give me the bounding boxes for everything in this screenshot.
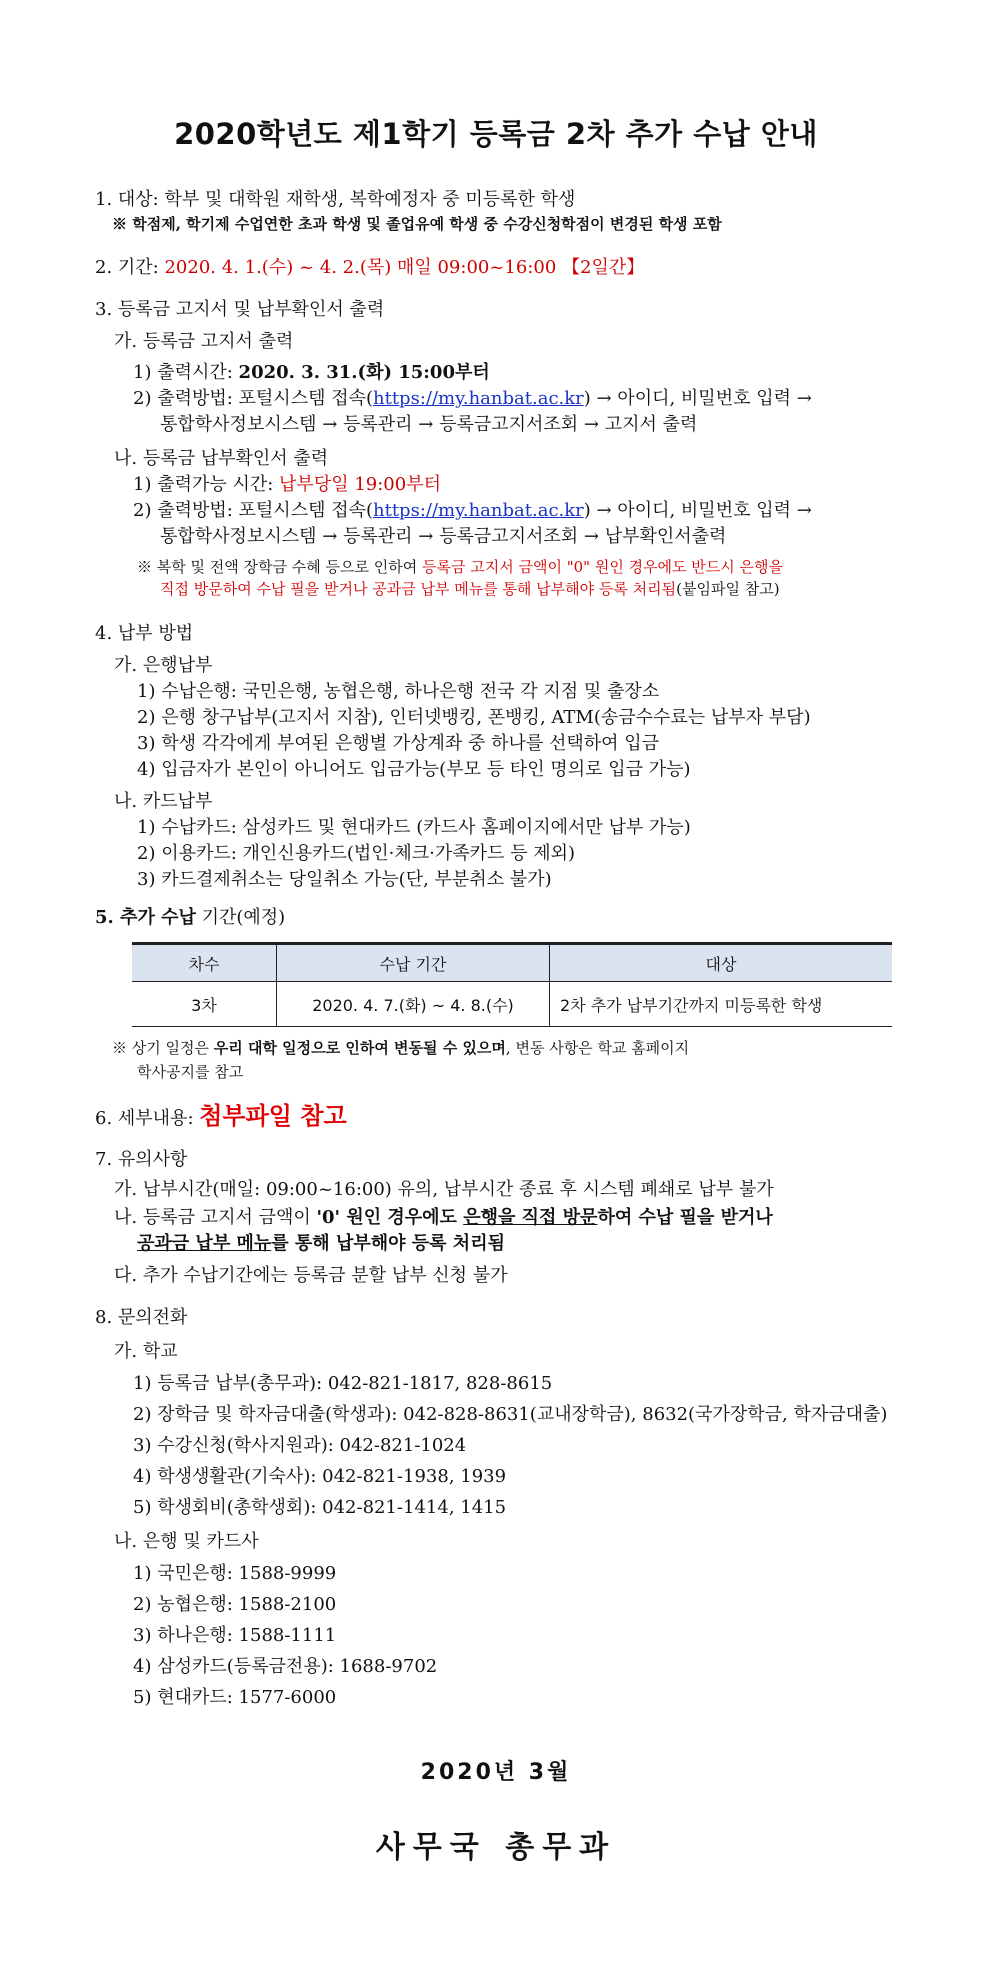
note-text: (붙임파일 참고) xyxy=(676,580,780,598)
contact-item: 1) 국민은행: 1588-9999 xyxy=(133,1563,337,1584)
item-bold: '0' 원인 경우에도 xyxy=(316,1207,464,1228)
contact-item: 1) 등록금 납부(총무과): 042-821-1817, 828-8615 xyxy=(133,1373,553,1394)
section-3a-item-1 xyxy=(133,361,490,385)
section-3-note-line-1 xyxy=(137,555,783,579)
section-8-heading: 8. 문의전화 xyxy=(95,1307,188,1328)
list-item: 1) 수납카드: 삼성카드 및 현대카드 (카드사 홈페이지에서만 납부 가능) xyxy=(137,817,691,838)
list-item: 2) 은행 창구납부(고지서 지참), 인터넷뱅킹, 폰뱅킹, ATM(송금수수료는 납부자 부담) xyxy=(137,707,811,728)
section-5-note-cont: 학사공지를 참고 xyxy=(137,1063,244,1081)
section-8b-heading: 나. 은행 및 카드사 xyxy=(114,1531,259,1552)
section-3b-item-2-cont: 통합학사정보시스템 → 등록관리 → 등록금고지서조회 → 납부확인서출력 xyxy=(160,526,727,547)
note-highlight: 직접 방문하여 수납 필을 받거나 공과금 납부 메뉴를 통해 납부해야 등록 처리됨 xyxy=(160,580,677,598)
section-8a-heading: 가. 학교 xyxy=(114,1341,178,1362)
item-value: 2020. 3. 31.(화) 15:00부터 xyxy=(238,362,490,383)
contact-item: 4) 학생생활관(기숙사): 042-821-1938, 1939 xyxy=(133,1466,507,1487)
item-text: 2) 출력방법: 포털시스템 접속( xyxy=(133,388,373,409)
schedule-table xyxy=(132,942,892,1027)
section-7-item-b-cont xyxy=(137,1232,505,1256)
section-3a-item-2 xyxy=(133,387,812,411)
section-4a-heading: 가. 은행납부 xyxy=(114,655,213,676)
section-4b-heading: 나. 카드납부 xyxy=(114,791,213,812)
attachment-reference: 첨부파일 참고 xyxy=(199,1101,347,1130)
heading-rest: 기간(예정) xyxy=(195,907,286,928)
list-item: 4) 입금자가 본인이 아니어도 입금가능(부모 등 타인 명의로 입금 가능) xyxy=(137,759,691,780)
item-value: 납부당일 19:00부터 xyxy=(279,474,441,495)
contact-item: 3) 하나은행: 1588-1111 xyxy=(133,1625,337,1646)
portal-link[interactable]: https://my.hanbat.ac.kr xyxy=(373,500,584,521)
table-cell: 2020. 4. 7.(화) ~ 4. 8.(수) xyxy=(277,982,550,1027)
contact-item: 4) 삼성카드(등록금전용): 1688-9702 xyxy=(133,1656,438,1677)
section-3b-item-2 xyxy=(133,499,812,523)
portal-link[interactable]: https://my.hanbat.ac.kr xyxy=(373,388,584,409)
item-underline: 은행을 직접 방문 xyxy=(463,1207,598,1228)
section-3a-heading: 가. 등록금 고지서 출력 xyxy=(114,331,294,352)
table-header-row xyxy=(132,944,892,982)
note-highlight: 등록금 고지서 금액이 "0" 원인 경우에도 반드시 은행을 xyxy=(422,558,784,576)
section-7-item-a: 가. 납부시간(매일: 09:00~16:00) 유의, 납부시간 종료 후 시스템 폐쇄로 납부 불가 xyxy=(114,1179,774,1200)
section-1-note: ※ 학점제, 학기제 수업연한 초과 학생 및 졸업유예 학생 중 수강신청학점이 변경된 학생 포함 xyxy=(112,215,722,233)
section-1-target: 1. 대상: 학부 및 대학원 재학생, 복학예정자 중 미등록한 학생 xyxy=(95,189,576,210)
note-text: , 변동 사항은 학교 홈페이지 xyxy=(505,1039,690,1057)
heading-bold: 5. 추가 수납 xyxy=(95,907,196,928)
list-item: 2) 이용카드: 개인신용카드(법인·체크·가족카드 등 제외) xyxy=(137,843,576,864)
section-5-note xyxy=(112,1036,689,1060)
item-bold: 를 통해 납부해야 등록 처리됨 xyxy=(271,1233,505,1254)
section-2-period xyxy=(95,256,644,280)
item-underline: 공과금 납부 메뉴 xyxy=(137,1233,272,1254)
table-row xyxy=(132,982,892,1027)
item-text: 2) 출력방법: 포털시스템 접속( xyxy=(133,500,373,521)
item-text: ) → 아이디, 비밀번호 입력 → xyxy=(583,388,812,409)
table-header-cell: 수납 기간 xyxy=(277,944,550,982)
section-3b-heading: 나. 등록금 납부확인서 출력 xyxy=(114,448,329,469)
item-text: 나. 등록금 고지서 금액이 xyxy=(114,1207,317,1228)
section-7-heading: 7. 유의사항 xyxy=(95,1149,188,1170)
table-cell: 2차 추가 납부기간까지 미등록한 학생 xyxy=(550,982,893,1027)
list-item: 3) 학생 각각에게 부여된 은행별 가상계좌 중 하나를 선택하여 입금 xyxy=(137,733,660,754)
section-5-heading xyxy=(95,906,285,930)
section-4-heading: 4. 납부 방법 xyxy=(95,623,194,644)
contact-item: 5) 현대카드: 1577-6000 xyxy=(133,1687,337,1708)
list-item: 3) 카드결제취소는 당일취소 가능(단, 부분취소 불가) xyxy=(137,869,552,890)
section-3-heading: 3. 등록금 고지서 및 납부확인서 출력 xyxy=(95,299,385,320)
section-7-item-c: 다. 추가 수납기간에는 등록금 분할 납부 신청 불가 xyxy=(114,1265,508,1286)
section-3b-item-1 xyxy=(133,473,441,497)
table-cell: 3차 xyxy=(132,982,277,1027)
section-2-label: 2. 기간: xyxy=(95,257,165,278)
section-7-item-b xyxy=(114,1206,773,1230)
section-6-details xyxy=(95,1101,347,1134)
contact-item: 5) 학생회비(총학생회): 042-821-1414, 1415 xyxy=(133,1497,507,1518)
item-label: 1) 출력가능 시간: xyxy=(133,474,280,495)
list-item: 1) 수납은행: 국민은행, 농협은행, 하나은행 전국 각 지점 및 출장소 xyxy=(137,681,660,702)
footer-organization: 사무국 총무과 xyxy=(375,1830,617,1865)
contact-item: 3) 수강신청(학사지원과): 042-821-1024 xyxy=(133,1435,467,1456)
document-title: 2020학년도 제1학기 등록금 2차 추가 수납 안내 xyxy=(174,117,818,151)
item-bold: 하여 수납 필을 받거나 xyxy=(597,1207,773,1228)
item-text: ) → 아이디, 비밀번호 입력 → xyxy=(583,500,812,521)
contact-item: 2) 장학금 및 학자금대출(학생과): 042-828-8631(교내장학금), 8632(국가장학금, 학자금대출) xyxy=(133,1404,888,1425)
section-3-note-line-2 xyxy=(160,577,780,601)
item-label: 6. 세부내용: xyxy=(95,1108,200,1129)
item-label: 1) 출력시간: xyxy=(133,362,239,383)
note-text: ※ 복학 및 전액 장학금 수혜 등으로 인하여 xyxy=(137,558,422,576)
contact-item: 2) 농협은행: 1588-2100 xyxy=(133,1594,337,1615)
note-bold: 우리 대학 일정으로 인하여 변동될 수 있으며 xyxy=(213,1039,506,1057)
note-text: ※ 상기 일정은 xyxy=(112,1039,214,1057)
table-header-cell: 차수 xyxy=(132,944,277,982)
table-header-cell: 대상 xyxy=(550,944,893,982)
section-3a-item-2-cont: 통합학사정보시스템 → 등록관리 → 등록금고지서조회 → 고지서 출력 xyxy=(160,414,698,435)
section-2-period-value: 2020. 4. 1.(수) ~ 4. 2.(목) 매일 09:00~16:00 【2일간】 xyxy=(164,257,645,278)
footer-date: 2020년 3월 xyxy=(420,1760,572,1785)
